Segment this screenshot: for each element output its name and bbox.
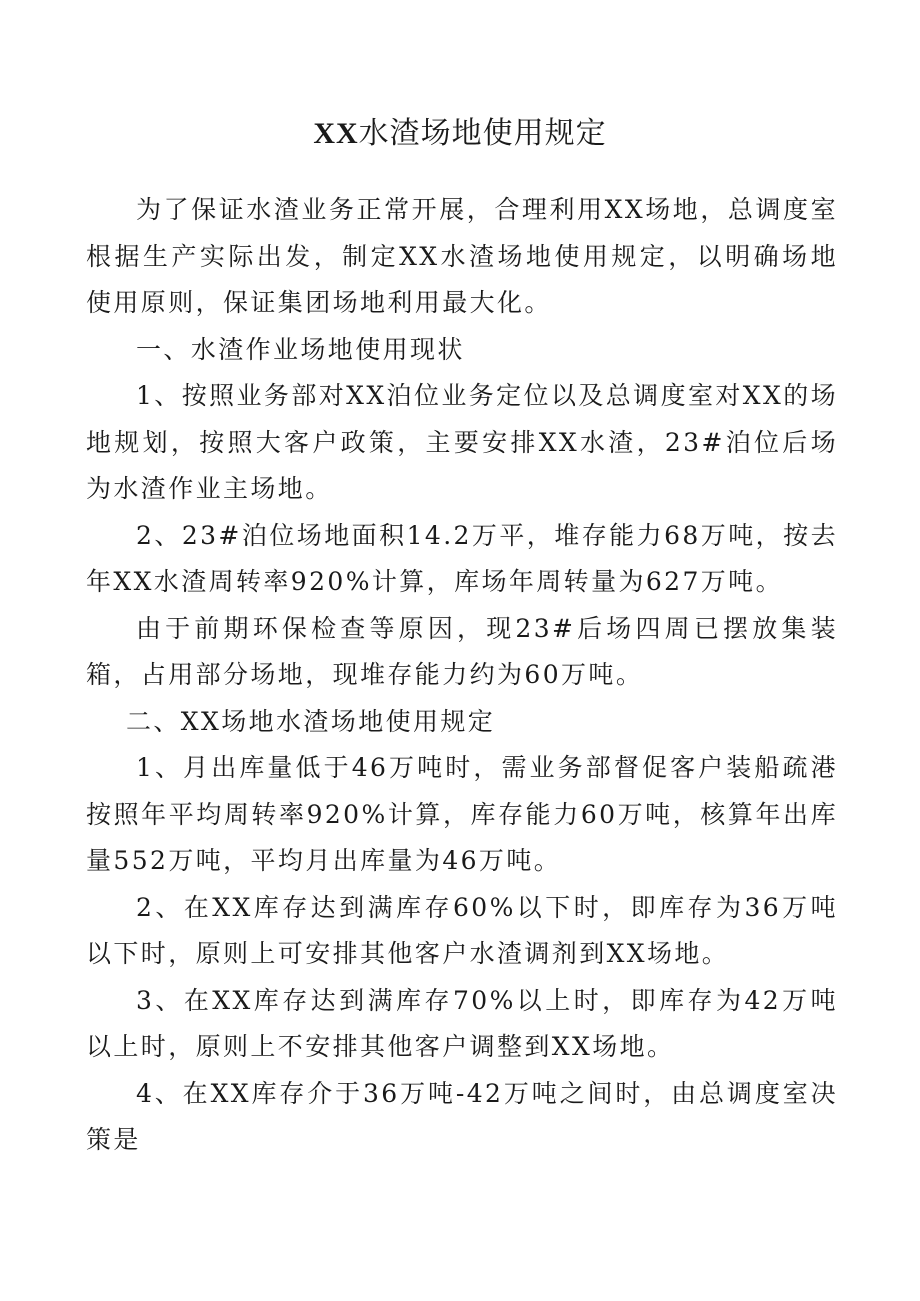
section-heading-2: 二、XX场地水渣场地使用规定: [126, 706, 496, 736]
paragraph-2-4: 4、在XX库存介于36万吨-42万吨之间时，由总调度室决策是: [86, 1078, 838, 1154]
paragraph-2-2: 2、在XX库存达到满库存60%以下时，即库存为36万吨以下时，原则上可安排其他客户水渣调剂到XX场地。: [86, 892, 838, 968]
paragraph-1-1: 1、按照业务部对XX泊位业务定位以及总调度室对XX的场地规划，按照大客户政策，主要安排XX水渣，23#泊位后场为水渣作业主场地。: [86, 381, 838, 503]
title-main: 水渣场地使用规定: [358, 116, 607, 151]
title-prefix: XX: [313, 117, 359, 150]
document-body: [86, 187, 838, 1164]
page-title: [0, 108, 920, 160]
paragraph-2-3: 3、在XX库存达到满库存70%以上时，即库存为42万吨以上时，原则上不安排其他客户调整到XX场地。: [86, 985, 838, 1061]
paragraph-2-1: 1、月出库量低于46万吨时，需业务部督促客户装船疏港按照年平均周转率920%计算，库存能力60万吨，核算年出库量552万吨，平均月出库量为46万吨。: [86, 753, 838, 875]
intro-paragraph: 为了保证水渣业务正常开展，合理利用XX场地，总调度室根据生产实际出发，制定XX水渣场地使用规定，以明确场地使用原则，保证集团场地利用最大化。: [86, 195, 838, 317]
paragraph-1-2: 2、23#泊位场地面积14.2万平，堆存能力68万吨，按去年XX水渣周转率920%计算，库场年周转量为627万吨。: [86, 520, 838, 596]
section-heading-1: 一、水渣作业场地使用现状: [136, 334, 465, 364]
paragraph-1-3: 由于前期环保检查等原因，现23#后场四周已摆放集装箱，占用部分场地，现堆存能力约为60万吨。: [86, 613, 838, 689]
